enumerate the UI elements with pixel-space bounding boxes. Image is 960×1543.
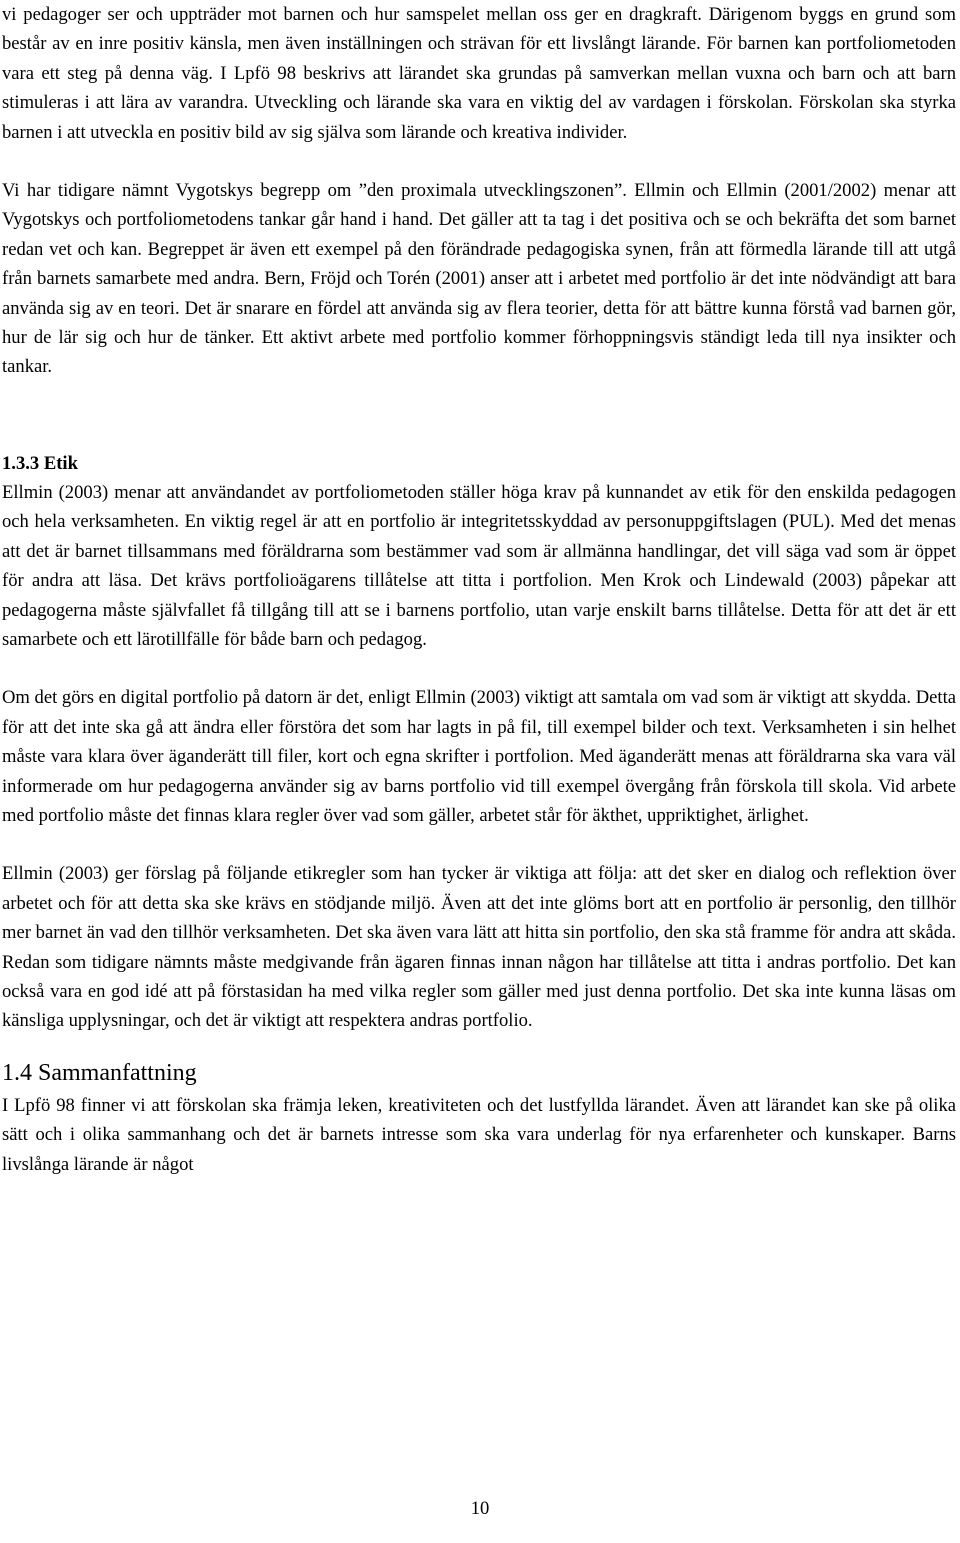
paragraph-etik-3: Ellmin (2003) ger förslag på följande etikregler som han tycker är viktiga att följa: att det sker en dialog och reflektion över arbetet och för att detta ska ske krävs en stödjande miljö. Även att det inte glöms bort att en portfolio är personlig, den tillhör mer barnet än vad den tillhör verksamheten. Det ska även vara lätt att hitta sin portfolio, den ska stå framme för andra att skåda. Redan som tidigare nämnts måste medgivande från ägaren finnas innan någon har tillåtelse att titta i andras portfolio. Det kan också vara en god idé att på förstasidan ha med vilka regler som gäller med just denna portfolio. Det ska inte kunna läsas om känsliga upplysningar, och det är viktigt att respektera andras portfolio.	[2, 863, 956, 1032]
paragraph-etik-1: Ellmin (2003) menar att användandet av portfoliometoden ställer höga krav på kunnandet av etik för den enskilda pedagogen och hela verksamheten. En viktig regel är att en portfolio är integritetsskyddad av personuppgiftslagen (PUL). Med det menas att det är barnet tillsammans med föräldrarna som bestämmer vad som är allmänna handlingar, det vill säga vad som är öppet för andra att läsa. Det krävs portfolioägarens tillåtelse att titta i portfolion. Men Krok och Lindewald (2003) påpekar att pedagogerna måste självfallet få tillgång till att se i barnens portfolio, utan varje enskilt barns tillåtelse. Detta för att det är ett samarbete och ett lärotillfälle för både barn och pedagog.	[2, 481, 956, 650]
paragraph-sammanfattning: I Lpfö 98 finner vi att förskolan ska främja leken, kreativiteten och det lustfyllda lärandet. Även att lärandet kan ske på olika sätt och i olika sammanhang och det är barnets intresse som ska vara underlag för nya erfarenheter och kunskaper. Barns livslånga lärande är något	[2, 1094, 956, 1175]
paragraph-etik-2: Om det görs en digital portfolio på datorn är det, enligt Ellmin (2003) viktigt att samtala om vad som är viktigt att skydda. Detta för att det inte ska gå att ändra eller förstöra det som har lagts in på fil, till exempel bilder och text. Verksamheten i sin helhet måste vara klara över äganderätt till filer, kort och egna skrifter i portfolion. Med äganderätt menas att föräldrarna ska vara väl informerade om hur pedagogerna använder sig av barns portfolio vid till exempel övergång från förskola till skola. Vid arbete med portfolio måste det finnas klara regler över vad som gäller, arbetet står för äkthet, uppriktighet, ärlighet.	[2, 687, 956, 826]
paragraph-vygotsky: Vi har tidigare nämnt Vygotskys begrepp om ”den proximala utvecklingszonen”. Ellmin och Ellmin (2001/2002) menar att Vygotskys och portfoliometodens tankar går hand i hand. Det gäller att ta tag i det positiva och se och bekräfta det som barnet redan vet och kan. Begreppet är även ett exempel på den förändrade pedagogiska synen, från att förmedla lärande till att utgå från barnets samarbete med andra. Bern, Fröjd och Torén (2001) anser att i arbetet med portfolio är det inte nödvändigt att bara använda sig av en teori. Det är snarare en fördel att använda sig av flera teorier, detta för att bättre kunna förstå vad barnen gör, hur de lär sig och hur de tänker. Ett aktivt arbete med portfolio kommer förhoppningsvis ständigt leda till nya insikter och tankar.	[2, 180, 956, 378]
section-heading-sammanfattning: 1.4 Sammanfattning	[2, 1059, 197, 1086]
page-number: 10	[470, 1498, 490, 1519]
paragraph-intro: vi pedagoger ser och uppträder mot barnen och hur samspelet mellan oss ger en dragkraft. Därigenom byggs en grund som består av en inre positiv känsla, men även inställningen och strävan för ett livslångt lärande. För barnen kan portfoliometoden vara ett steg på denna väg. I Lpfö 98 beskrivs att lärandet ska grundas på samverkan mellan vuxna och barn och att barn stimuleras i att lära av varandra. Utveckling och lärande ska vara en viktig del av vardagen i förskolan. Förskolan ska styrka barnen i att utveckla en positiv bild av sig själva som lärande och kreativa individer.	[2, 4, 956, 143]
section-heading-etik: 1.3.3 Etik	[2, 452, 78, 474]
